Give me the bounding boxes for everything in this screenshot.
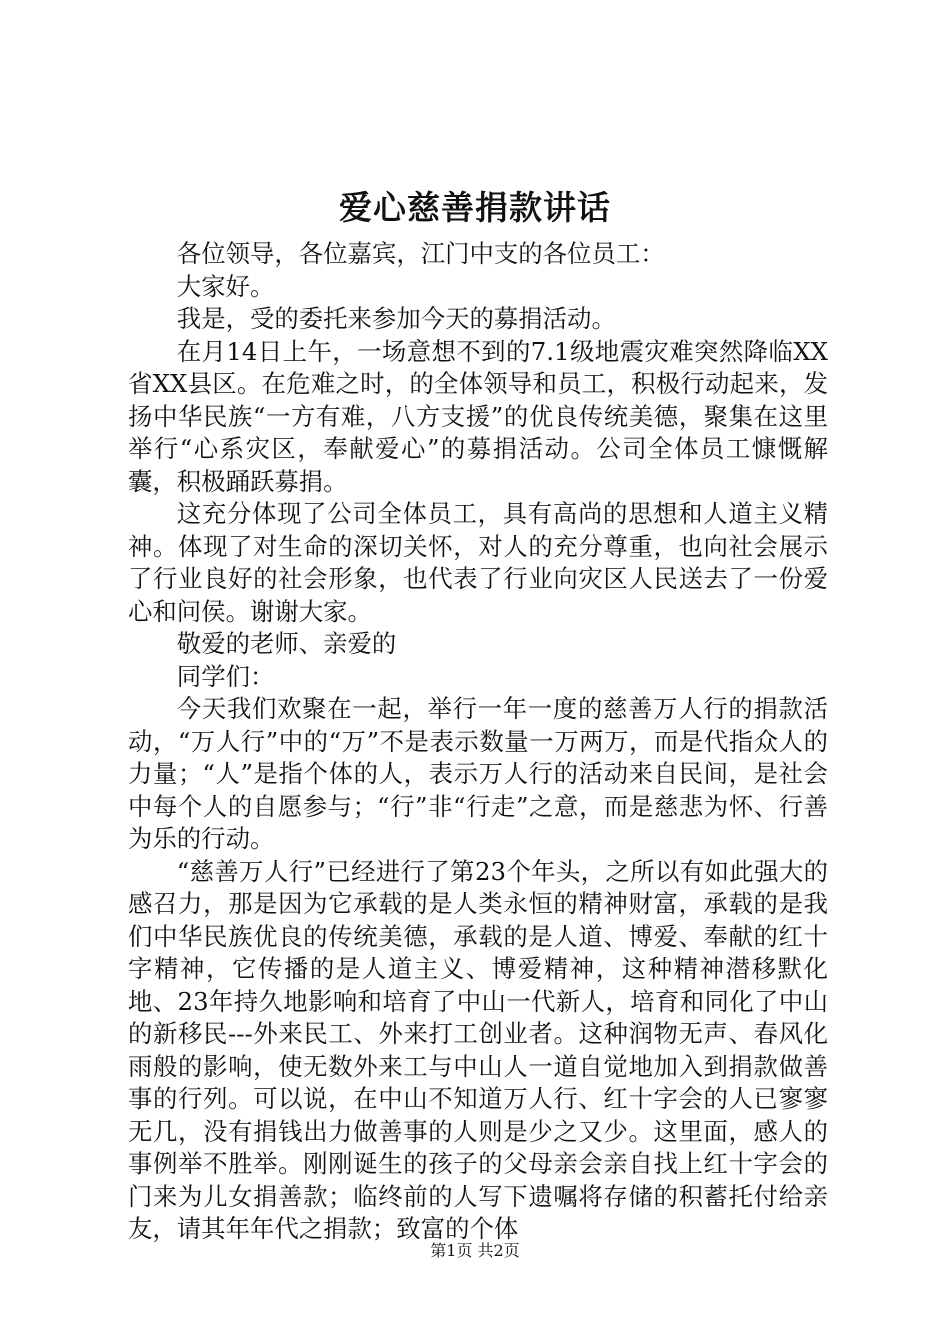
paragraph-earthquake: 在月14日上午，一场意想不到的7.1级地震灾难突然降临XX省XX县区。在危难之时，的全体领导和员工，积极行动起来，发扬中华民族“一方有难，八方支援”的优良传统美德，聚集在这里举行“心系灾区，奉献爱心”的募捐活动。公司全体员工慷慨解囊，积极踊跃募捐。 xyxy=(128,336,828,496)
document-body xyxy=(128,238,828,1246)
page-number-footer: 第1页 共2页 xyxy=(430,1241,520,1260)
paragraph-charity-walk: 今天我们欢聚在一起，举行一年一度的慈善万人行的捐款活动，“万人行”中的“万”不是表示数量一万两万，而是代指众人的力量；“人”是指个体的人，表示万人行的活动来自民间，是社会中每个人的自愿参与；“行”非“行走”之意，而是慈悲为怀、行善为乐的行动。 xyxy=(128,694,828,853)
document-title: 爱心慈善捐款讲话 xyxy=(339,188,611,227)
paragraph-greeting: 各位领导，各位嘉宾，江门中支的各位员工： xyxy=(176,239,665,268)
paragraph-23-years: “慈善万人行”已经进行了第23个年头，之所以有如此强大的感召力，那是因为它承载的是人类永恒的精神财富，承载的是我们中华民族优良的传统美德，承载的是人道、博爱、奉献的红十字精神，它传播的是人道主义、博爱精神，这种精神潜移默化地、23年持久地影响和培育了中山一代新人，培育和同化了中山的新移民---外来民工、外来打工创业者。这种润物无声、春风化雨般的影响，使无数外来工与中山人一道自觉地加入到捐款做善事的行列。可以说，在中山不知道万人行、红十字会的人已寥寥无几，没有捐钱出力做善事的人则是少之又少。这里面，感人的事例举不胜举。刚刚诞生的孩子的父母亲会亲自找上红十字会的门来为儿女捐善款；临终前的人写下遗嘱将存储的积蓄托付给亲友，请其年年代之捐款；致富的个体 xyxy=(128,856,828,1243)
paragraph-intro: 我是，受的委托来参加今天的募捐活动。 xyxy=(176,304,616,333)
paragraph-address-teachers: 敬爱的老师、亲爱的 xyxy=(176,629,397,658)
paragraph-spirit: 这充分体现了公司全体员工，具有高尚的思想和人道主义精神。体现了对生命的深切关怀，对人的充分尊重，也向社会展示了行业良好的社会形象，也代表了行业向灾区人民送去了一份爱心和问侯。谢谢大家。 xyxy=(128,499,828,626)
paragraph-address-students: 同学们： xyxy=(176,661,275,691)
paragraph-hello: 大家好。 xyxy=(176,271,275,301)
